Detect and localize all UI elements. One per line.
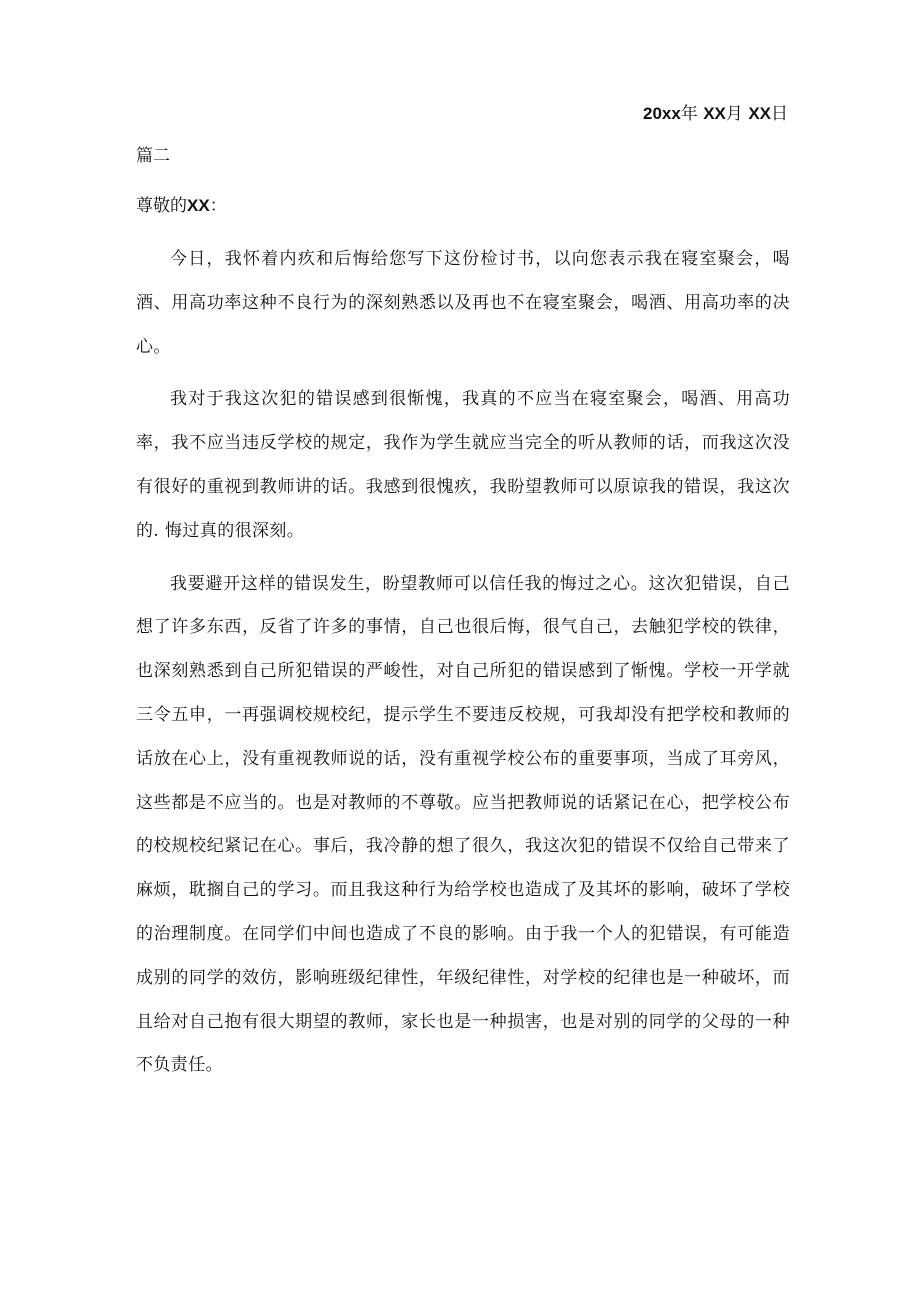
letter-body	[136, 238, 790, 1097]
date-month-suffix: 月	[725, 104, 743, 124]
date-line	[643, 100, 788, 128]
paragraph-3: 我要避开这样的错误发生，盼望教师可以信任我的悔过之心。这次犯错误，自己想了许多东西，反省了许多的事情，自己也很后悔，很气自己，去触犯学校的铁律，也深刻熟悉到自己所犯错误的严峻性，对自己所犯的错误感到了惭愧。学校一开学就三令五申，一再强调校规校纪，提示学生不要违反校规，可我却没有把学校和教师的话放在心上，没有重视教师说的话，没有重视学校公布的重要事项，当成了耳旁风，这些都是不应当的。也是对教师的不尊敬。应当把教师说的话紧记在心，把学校公布的校规校纪紧记在心。事后，我冷静的想了很久，我这次犯的错误不仅给自己带来了麻烦，耽搁自己的学习。而且我这种行为给学校也造成了及其坏的影响，破坏了学校的治理制度。在同学们中间也造成了不良的影响。由于我一个人的犯错误，有可能造成别的同学的效仿，影响班级纪律性，年级纪律性，对学校的纪律也是一种破坏，而且给对自己抱有很大期望的教师，家长也是一种损害，也是对别的同学的父母的一种不负责任。	[136, 573, 790, 1076]
section-title: 篇二	[136, 146, 170, 166]
salutation	[136, 192, 227, 220]
date-year-suffix: 年	[680, 104, 698, 124]
paragraph-2: 我对于我这次犯的错误感到很惭愧，我真的不应当在寝室聚会，喝酒、用高功率，我不应当违反学校的规定，我作为学生就应当完全的听从教师的话，而我这次没有很好的重视到教师讲的话。我感到很愧疚，我盼望教师可以原谅我的错误，我这次的. 悔过真的很深刻。	[136, 389, 790, 541]
date-month: XX	[703, 104, 726, 123]
paragraph-1: 今日，我怀着内疚和后悔给您写下这份检讨书，以向您表示我在寝室聚会，喝酒、用高功率这种不良行为的深刻熟悉以及再也不在寝室聚会，喝酒、用高功率的决心。	[136, 249, 790, 357]
salutation-name: XX	[187, 196, 210, 215]
salutation-suffix: ：	[209, 196, 227, 216]
salutation-prefix: 尊敬的	[136, 196, 187, 216]
date-day-suffix: 日	[771, 104, 788, 124]
date-year: 20xx	[642, 104, 681, 123]
date-day: XX	[748, 104, 771, 123]
